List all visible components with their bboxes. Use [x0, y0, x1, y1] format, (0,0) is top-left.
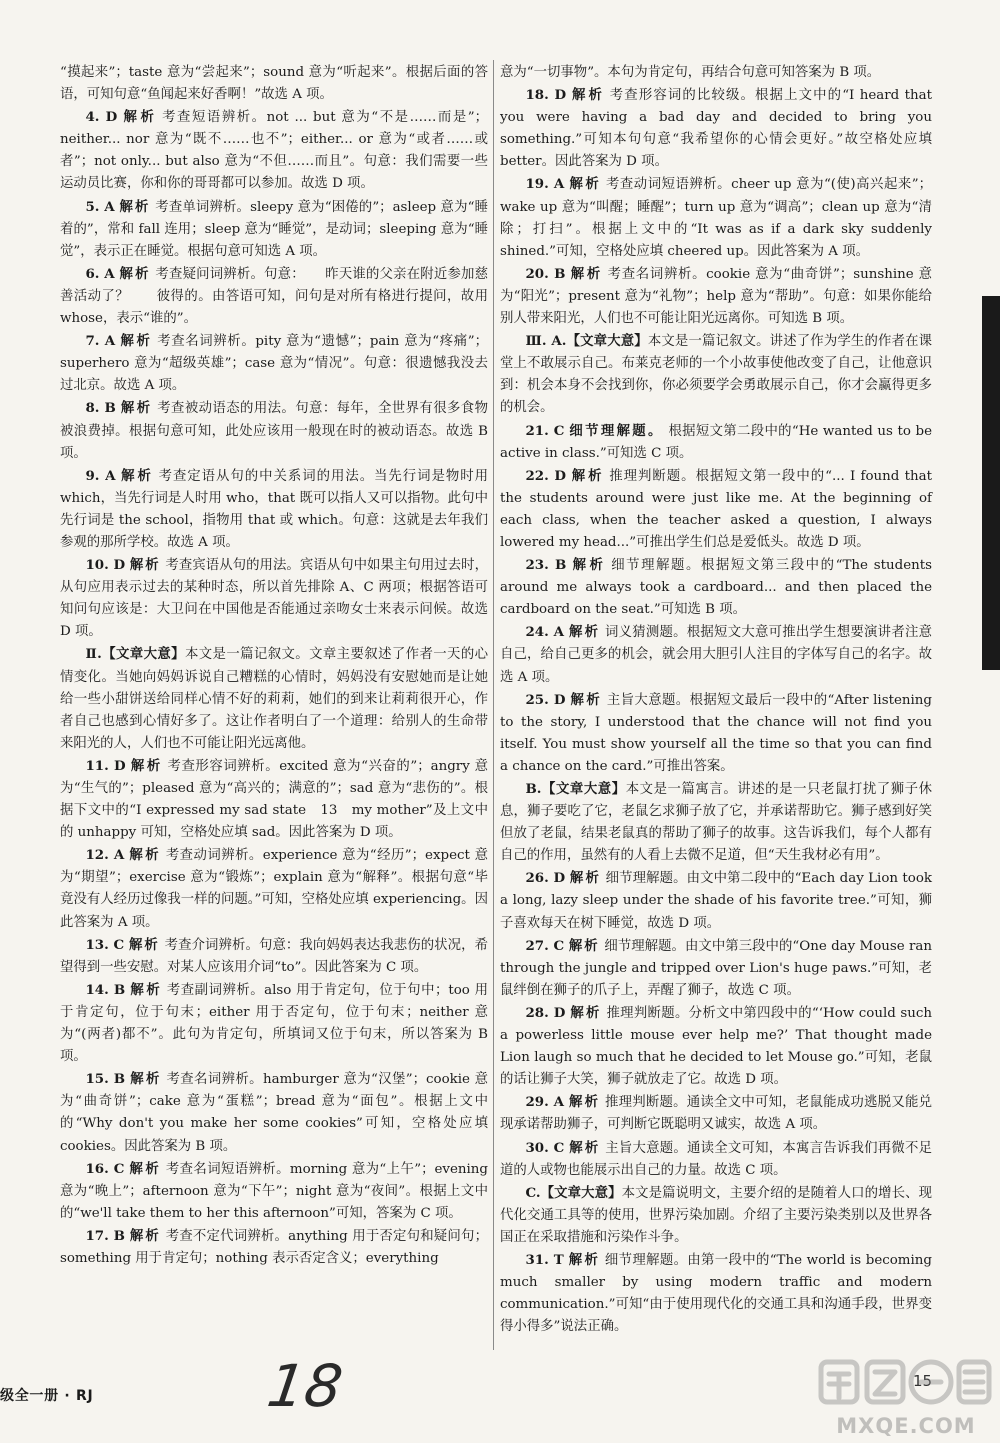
analysis-tag: 解析 — [569, 176, 602, 193]
answer-explanation — [60, 465, 488, 554]
question-answer-number: 6. A — [85, 265, 115, 282]
answer-explanation — [60, 106, 488, 195]
question-answer-number: 24. A — [525, 624, 565, 641]
answer-explanation — [500, 1002, 932, 1091]
question-answer-number: 9. A — [85, 467, 116, 484]
answer-explanation — [60, 263, 488, 330]
paragraph-text: 细节理解题。由文中第三段中的“One day Mouse ran through the jungle and tripped over Lion's huge paws.”可知，老鼠绊倒在狮子的爪子上，弄醒了狮子，故选 C 项。 — [500, 938, 932, 998]
question-answer-number: 21. C — [525, 422, 565, 439]
paragraph-text: 考查名词辨析。cookie 意为“曲奇饼”；sunshine 意为“阳光”；present 意为“礼物”；help 意为“帮助”。句意：如果你能给别人带来阳光，人们也不可能让阳光远离你。可知选 B 项。 — [500, 266, 932, 327]
analysis-tag: 解析 — [119, 265, 151, 282]
paragraph-text: 考查被动语态的用法。句意：每年，全世界有很多食物被浪费掉。根据句意可知，此处应该用一般现在时的被动语态。故选 B 项。 — [60, 401, 488, 461]
question-answer-number: 5. A — [85, 198, 115, 215]
analysis-tag: 解析 — [128, 847, 162, 864]
analysis-tag: 解析 — [129, 557, 161, 574]
question-answer-number: 10. D — [85, 557, 126, 574]
paragraph-text: 推理判断题。分析文中第四段中的“‘How could such a powerless little mouse ever help me?’ That thought made Lion laugh so much that he decided to let Mouse go.”可知，老鼠的话让狮子大笑，狮子就放走了它。故选 D 项。 — [500, 1005, 932, 1088]
question-answer-number: 16. C — [85, 1160, 125, 1177]
question-answer-number: 8. B — [85, 400, 116, 417]
analysis-tag: 解析 — [129, 1227, 162, 1244]
question-answer-number: 13. C — [85, 936, 125, 953]
answer-explanation — [500, 173, 932, 262]
paragraph-text: 考查不定代词辨析。anything 用于否定句和疑问句；something 用于肯定句；nothing 表示否定含义；everything — [60, 1228, 488, 1266]
answer-explanation — [500, 465, 932, 554]
handwritten-page-number: 18 — [263, 1352, 347, 1420]
paragraph-text: 推理判断题。根据短文第一段中的“... I found that the students around were just like me. At the beginning of each class, when the teacher asked a question, I always lowered my head...”可推出学生们总是爱低头。故选 D 项。 — [500, 468, 932, 550]
watermark — [815, 1356, 993, 1440]
question-answer-number: 20. B — [525, 265, 566, 282]
answer-explanation — [500, 935, 932, 1002]
question-answer-number: 27. C — [525, 937, 565, 954]
analysis-tag: 解析 — [121, 109, 158, 126]
analysis-tag: 解析 — [569, 870, 601, 887]
paragraph-text: 考查形容词辨析。excited 意为“兴奋的”；angry 意为“生气的”；pleased 意为“高兴的；满意的”；sad 意为“悲伤的”。根据下文中的“I expressed my sad state 13 my mother”及上文中的 unhappy 可知，空格处应填 sad。因此答案为 D 项。 — [60, 758, 488, 841]
analysis-tag: 解析 — [568, 1251, 601, 1268]
answer-explanation — [500, 420, 932, 465]
question-answer-number: 23. B — [525, 557, 567, 574]
paragraph-text: 推理判断题。通读全文中可知，老鼠能成功逃脱又能兑现承诺帮助狮子，可判断它既聪明又诚实，故选 A 项。 — [500, 1095, 932, 1133]
answer-explanation — [60, 1158, 488, 1225]
section-summary-paragraph — [500, 1182, 932, 1249]
paragraph-text: 考查疑问词辨析。句意： 昨天谁的父亲在附近参加慈善活动了？ 彼得的。由答语可知，问句是对所有格进行提问，故用 whose，表示“谁的”。 — [60, 266, 488, 327]
analysis-tag: 解析 — [568, 1094, 601, 1111]
paragraph-text: 词义猜测题。根据短文大意可推出学生想要演讲者注意自己，给自己更多的机会，就会用大胆引人注目的字体写自己的名字。故选 A 项。 — [500, 625, 932, 685]
question-answer-number: 19. A — [525, 176, 565, 193]
paragraph-text: 主旨大意题。根据短文最后一段中的“After listening to the story, I understood that the chance will not find you itself. You must show yourself all the time so that you can find a chance on the card.”可推出答案。 — [500, 692, 932, 774]
question-answer-number: 30. C — [525, 1139, 565, 1156]
paragraph-text: 考查副词辨析。also 用于肯定句，位于句中；too 用于肯定句，位于句末；either 用于否定句，位于句末；neither 意为“(两者)都不”。此句为肯定句，所填词又位于句末，所以答案为 B 项。 — [60, 982, 488, 1065]
analysis-tag: 解析 — [571, 557, 607, 574]
column-divider — [493, 60, 494, 1350]
right-column — [500, 62, 932, 1338]
answer-explanation — [500, 867, 932, 934]
answer-explanation — [500, 84, 932, 173]
answer-explanation — [500, 554, 932, 621]
section-heading: Ⅲ. A.【文章大意】 — [525, 333, 648, 350]
paragraph-text: 考查短语辨析。not ... but 意为“不是……而是”；neither... nor 意为“既不……也不”；either... or 意为“或者……或者”；not only... but also 意为“不但……而且”。句意：我们需要一些运动员比赛，你和你的哥哥都可以参加。故选 D 项。 — [60, 110, 488, 192]
question-answer-number: 7. A — [85, 333, 116, 350]
analysis-tag: 解析 — [120, 467, 154, 484]
analysis-tag: 解析 — [129, 981, 163, 998]
paragraph-text: 意为“一切事物”。本句为肯定句，再结合句意可知答案为 B 项。 — [500, 65, 881, 80]
answer-explanation — [60, 934, 488, 979]
analysis-tag: 解析 — [568, 937, 600, 954]
question-answer-number: 26. D — [525, 870, 566, 887]
analysis-tag: 解析 — [569, 1139, 601, 1156]
paragraph-text: 主旨大意题。通读全文可知，本寓言告诉我们再微不足道的人或物也能展示出自己的力量。故选 C 项。 — [500, 1140, 932, 1178]
paragraph-text: 根据短文第二段中的“He wanted us to be active in class.”可知选 C 项。 — [500, 423, 933, 461]
paragraph-text: 细节理解题。由第一段中的“The world is becoming much smaller by using modern traffic and modern communication.”可知“由于使用现代化的交通工具和沟通手段，世界变得小得多”说法正确。 — [500, 1252, 932, 1335]
analysis-tag: 解析 — [570, 1004, 602, 1021]
answer-explanation — [500, 1249, 932, 1338]
paragraph-text: 细节理解题。根据短文第三段中的“The students around me always took a cardboard... and then placed the cardboard on the seat.”可知选 B 项。 — [500, 558, 932, 618]
paragraph-text: 本文是篇说明文，主要介绍的是随着人口的增长、现代化交通工具等的使用，世界污染加剧。介绍了主要污染类别以及世界各国正在采取措施和污染作斗争。 — [500, 1185, 932, 1245]
question-answer-number: 22. D — [525, 467, 567, 484]
paragraph-text: 细节理解题。由文中第二段中的“Each day Lion took a long, lazy sleep under the shade of his favorite tree.”可知，狮子喜欢每天在树下睡觉，故选 D 项。 — [500, 871, 932, 931]
analysis-tag: 解析 — [129, 1160, 162, 1177]
question-answer-number: 28. D — [525, 1004, 566, 1021]
book-grade-label: 级全一册 · RJ — [0, 1388, 94, 1404]
answer-explanation — [500, 263, 932, 330]
section-heading: C.【文章大意】 — [525, 1184, 622, 1201]
question-answer-number: 31. T — [525, 1251, 564, 1268]
paragraph-text: 本文是一篇记叙文。讲述了作为学生的作者在课堂上不敢展示自己。布莱克老师的一个小故事使他改变了自己，让他意识到：机会本身不会找到你，你必须要学会勇敢展示自己，你才会赢得更多的机会。 — [500, 334, 933, 416]
paragraph-text: 考查动词辨析。experience 意为“经历”；expect 意为“期望”；exercise 意为“锻炼”；explain 意为“解释”。根据句意“毕竟没有人经历过像我一样的问题。”可知，空格处应填 experiencing。因此答案为 A 项。 — [60, 848, 488, 930]
answer-explanation — [60, 1068, 488, 1157]
paragraph-text: 本文是一篇记叙文。文章主要叙述了作者一天的心情变化。当她向妈妈诉说自己糟糕的心情时，妈妈没有安慰她而是让她给一些小甜饼送给同样心情不好的莉莉，她们的到来让莉莉很开心，作者自己也感到心情好多了。这让作者明白了一个道理：给别人的生命带来阳光的人，人们也不可能让阳光远离他。 — [60, 647, 489, 751]
question-answer-number: 25. D — [525, 691, 566, 708]
left-column — [60, 62, 488, 1270]
question-answer-number: 18. D — [525, 87, 567, 104]
continued-text — [60, 62, 488, 106]
watermark-logo-icon — [815, 1356, 993, 1412]
section-summary-paragraph — [500, 778, 932, 867]
paragraph-text: 考查名词辨析。hamburger 意为“汉堡”；cookie 意为“曲奇饼”；cake 意为“蛋糕”；bread 意为“面包”。根据上文中的“Why don't you make her some cookies”可知，空格处应填 cookies。因此答案为 B 项。 — [60, 1072, 488, 1154]
analysis-tag: 解析 — [570, 467, 605, 484]
paragraph-text: 考查动词短语辨析。cheer up 意为“(使)高兴起来”；wake up 意为“叫醒；睡醒”；turn up 意为“调高”；clean up 意为“清除；打扫”。根据上文中的“It was as if a dark sky suddenly shined.”可知，空格处应填 cheered up。因此答案为 A 项。 — [500, 177, 932, 259]
answer-explanation — [60, 397, 488, 464]
question-answer-number: 14. B — [85, 981, 126, 998]
paragraph-text: 考查介词辨析。句意：我向妈妈表达我悲伤的状况，希望得到一些安慰。对某人应该用介词“to”。因此答案为 C 项。 — [60, 937, 489, 975]
printed-page-number: 15 — [913, 1372, 933, 1390]
question-answer-number: 12. A — [85, 847, 125, 864]
continued-text — [500, 62, 932, 84]
question-answer-number: 17. B — [85, 1227, 125, 1244]
analysis-tag: 解析 — [120, 400, 153, 417]
analysis-tag: 解析 — [568, 624, 601, 641]
paragraph-text: 考查名词辨析。pity 意为“遗憾”；pain 意为“疼痛”；superhero 意为“超级英雄”；case 意为“情况”。句意：很遗憾我没去过北京。故选 A 项。 — [60, 334, 488, 394]
section-summary-paragraph — [500, 330, 932, 419]
paragraph-text: 本文是一篇寓言。讲述的是一只老鼠打扰了狮子休息，狮子要吃了它，老鼠乞求狮子放了它，并承诺帮助它。狮子感到好笑但放了老鼠，结果老鼠真的帮助了狮子的故事。这告诉我们，每个人都有自己的作用，虽然有的人看上去微不足道，但“天生我材必有用”。 — [500, 782, 932, 864]
answer-explanation — [60, 330, 488, 397]
answer-explanation — [60, 844, 488, 933]
answer-explanation — [60, 979, 488, 1068]
question-answer-number: 11. D — [85, 757, 126, 774]
question-answer-number: 29. A — [525, 1094, 565, 1111]
analysis-tag: 解析 — [119, 333, 153, 350]
answer-explanation — [500, 1137, 932, 1182]
answer-explanation — [60, 196, 488, 263]
paragraph-text: 考查宾语从句的用法。宾语从句中如果主句用过去时，从句应用表示过去的某种时态，所以首先排除 A、C 两项；根据答语可知问句应该是：大卫问在中国他是否能通过亲吻女士来表示问候。故选 D 项。 — [60, 558, 488, 640]
answer-explanation — [500, 1091, 932, 1136]
page-edge-tab — [982, 296, 1000, 670]
question-answer-number: 4. D — [85, 109, 118, 126]
paragraph-text: 考查形容词的比较级。根据上文中的“I heard that you were having a bad day and decided to bring you something.”可知本句句意“我希望你的心情会更好。”故空格处应填 better。因此答案为 D 项。 — [500, 88, 932, 170]
section-summary-paragraph — [60, 643, 488, 754]
watermark-url: MXQE.COM — [836, 1414, 976, 1438]
paragraph-text: “摸起来”；taste 意为“尝起来”；sound 意为“听起来”。根据后面的答语，可知句意“鱼闻起来好香啊！”故选 A 项。 — [60, 65, 488, 103]
paragraph-text: 考查单词辨析。sleepy 意为“困倦的”；asleep 意为“睡着的”，常和 fall 连用；sleep 意为“睡觉”，是动词；sleeping 意为“睡觉”，表示正在睡觉。根据句意可知选 A 项。 — [60, 199, 489, 259]
analysis-tag: 解析 — [130, 757, 163, 774]
answer-explanation — [500, 621, 932, 688]
question-answer-number: 15. B — [85, 1071, 126, 1088]
section-heading: B.【文章大意】 — [525, 781, 626, 797]
section-heading: Ⅱ.【文章大意】 — [85, 646, 185, 663]
answer-explanation — [60, 554, 488, 643]
analysis-tag: 解析 — [129, 1071, 162, 1088]
analysis-tag: 解析 — [570, 87, 606, 104]
analysis-tag: 解析 — [119, 198, 151, 215]
paragraph-text: 考查名词短语辨析。morning 意为“上午”；evening 意为“晚上”；afternoon 意为“下午”；night 意为“夜间”。根据上文中的“we'll take them to her this afternoon”可知，答案为 C 项。 — [60, 1161, 488, 1221]
answer-explanation — [500, 689, 932, 778]
analysis-tag: 解析 — [570, 265, 603, 282]
answer-explanation — [60, 755, 488, 844]
analysis-tag: 解析 — [128, 936, 160, 953]
paragraph-text: 考查定语从句的中关系词的用法。当先行词是物时用 which，当先行词是人时用 who，that 既可以指人又可以指物。此句中先行词是 the school，指物用 that 或 which。句意：这就是去年我们参观的那所学校。故选 A 项。 — [60, 468, 489, 550]
answer-explanation — [60, 1225, 488, 1270]
analysis-tag: 细节理解题。 — [569, 422, 664, 439]
analysis-tag: 解析 — [570, 691, 603, 708]
